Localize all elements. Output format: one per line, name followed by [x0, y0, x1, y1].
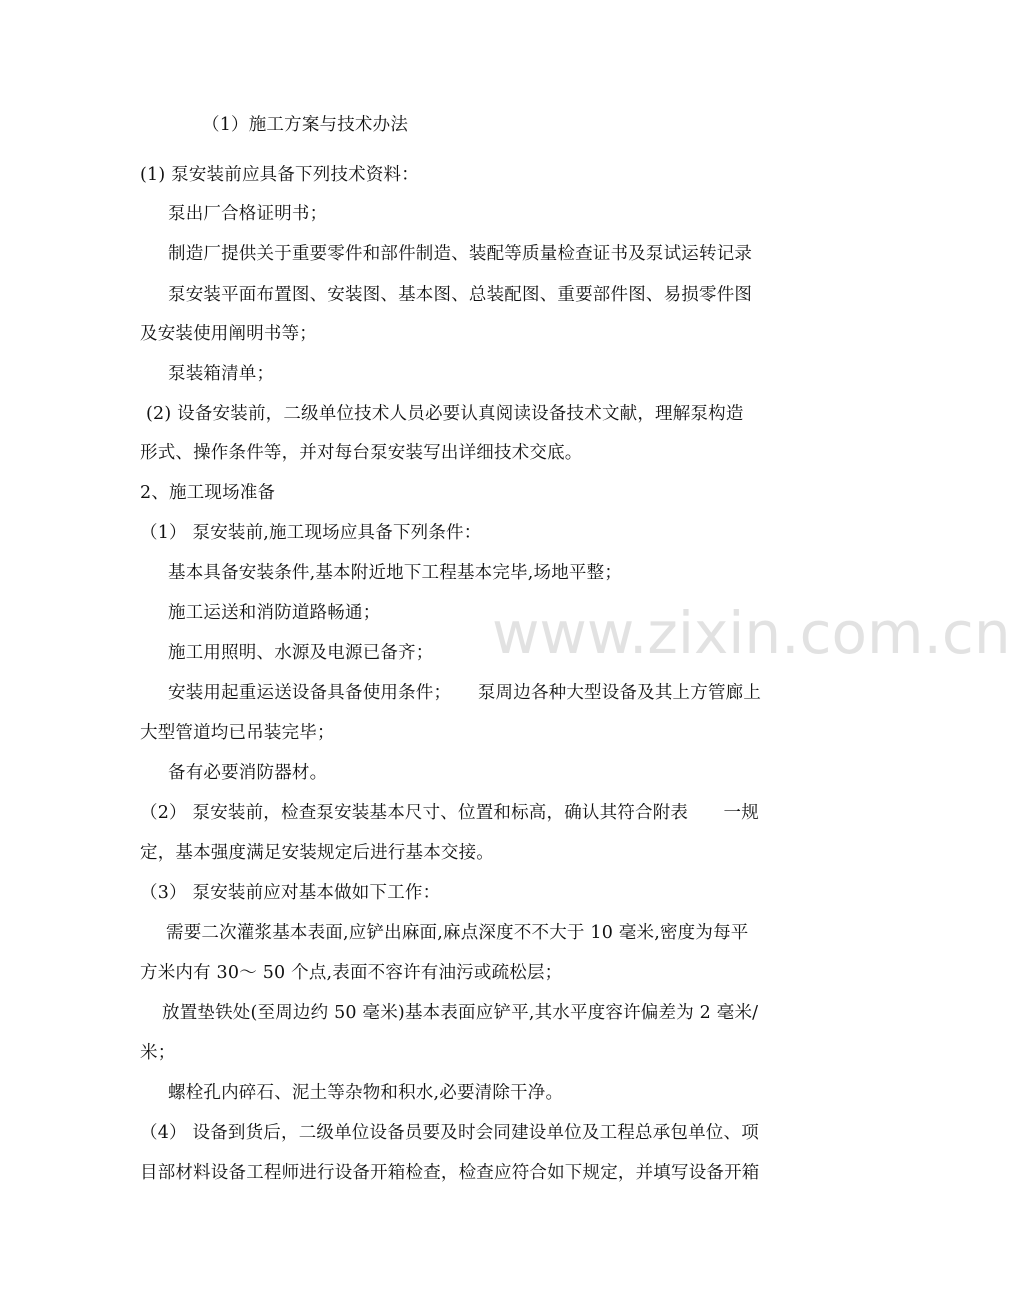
paragraph-6: 泵装箱清单； — [168, 364, 275, 384]
paragraph-25: （4） 设备到货后，二级单位设备员要及时会同建设单位及工程总承包单位、项 — [140, 1123, 759, 1143]
paragraph-5: 及安装使用阐明书等； — [140, 324, 317, 344]
paragraph-1: (1) 泵安装前应具备下列技术资料： — [140, 165, 419, 185]
paragraph-2: 泵出厂合格证明书； — [168, 204, 328, 224]
paragraph-23: 米； — [140, 1043, 176, 1063]
paragraph-3: 制造厂提供关于重要零件和部件制造、装配等质量检查证书及泵试运转记录 — [168, 244, 753, 264]
paragraph-12: 施工运送和消防道路畅通； — [168, 603, 381, 623]
paragraph-8: 形式、操作条件等，并对每台泵安装写出详细技术交底。 — [140, 443, 583, 463]
paragraph-24: 螺栓孔内碎石、泥土等杂物和积水,必要清除干净。 — [168, 1083, 564, 1103]
watermark: www.zixin.com.cn — [492, 599, 1011, 667]
paragraph-26: 目部材料设备工程师进行设备开箱检查，检查应符合如下规定，并填写设备开箱 — [140, 1163, 760, 1183]
paragraph-17: （2） 泵安装前，检查泵安装基本尺寸、位置和标高，确认其符合附表 一规 — [140, 803, 759, 823]
paragraph-10: （1） 泵安装前,施工现场应具备下列条件： — [140, 523, 482, 543]
paragraph-11: 基本具备安装条件,基本附近地下工程基本完毕,场地平整； — [168, 563, 623, 583]
paragraph-13: 施工用照明、水源及电源已备齐； — [168, 643, 434, 663]
paragraph-14: 安装用起重运送设备具备使用条件； 泵周边各种大型设备及其上方管廊上 — [168, 683, 762, 703]
section-heading-2: 2、施工现场准备 — [140, 483, 276, 503]
paragraph-4: 泵安装平面布置图、安装图、基本图、总装配图、重要部件图、易损零件图 — [168, 285, 753, 305]
paragraph-16: 备有必要消防器材。 — [168, 763, 328, 783]
paragraph-15: 大型管道均已吊装完毕； — [140, 723, 335, 743]
paragraph-20: 需要二次灌浆基本表面,应铲出麻面,麻点深度不不大于 10 毫米,密度为每平 — [166, 923, 749, 943]
section-title: （1）施工方案与技术办法 — [202, 115, 409, 135]
paragraph-18: 定，基本强度满足安装规定后进行基本交接。 — [140, 843, 494, 863]
paragraph-19: （3） 泵安装前应对基本做如下工作： — [140, 883, 441, 903]
paragraph-22: 放置垫铁处(至周边约 50 毫米)基本表面应铲平,其水平度容许偏差为 2 毫米/ — [162, 1003, 759, 1023]
paragraph-21: 方米内有 30～ 50 个点,表面不容许有油污或疏松层； — [140, 963, 563, 983]
paragraph-7: (2) 设备安装前，二级单位技术人员必要认真阅读设备技术文献，理解泵构造 — [146, 404, 744, 424]
